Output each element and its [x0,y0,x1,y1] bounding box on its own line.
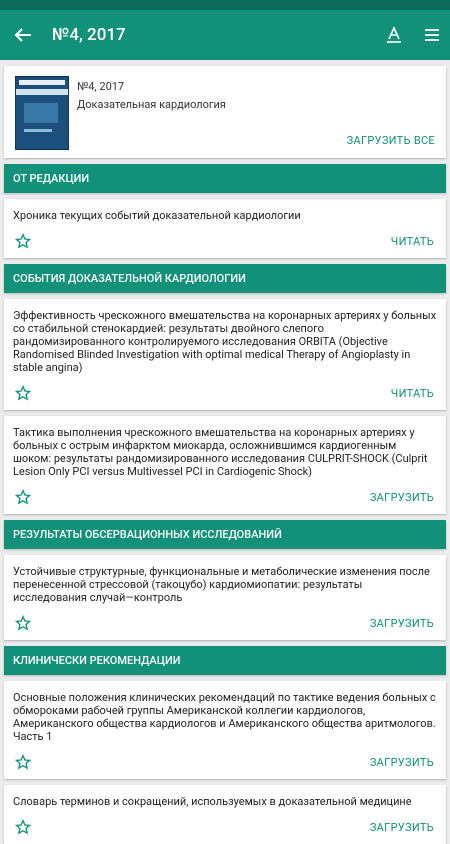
article-card[interactable] [4,416,446,514]
star-icon[interactable] [15,489,31,505]
section-header: КЛИНИЧЕСКИ РЕКОМЕНДАЦИИ [4,646,446,675]
star-icon[interactable] [15,754,31,770]
article-card[interactable] [4,555,446,640]
star-icon[interactable] [15,233,31,249]
article-card[interactable] [4,681,446,779]
page-title: №4, 2017 [52,25,126,45]
section-header: СОБЫТИЯ ДОКАЗАТЕЛЬНОЙ КАРДИОЛОГИИ [4,264,446,293]
article-card[interactable] [4,199,446,258]
article-card[interactable] [4,785,446,844]
article-title[interactable]: Тактика выполнения чрескожного вмешательства на коронарных артериях у больных с острым инфарктом миокарда, осложнившимся кардиогенным шоком: результаты рандомизированного исследования CULPRIT-SHOCK (Culprit Lesion Only PCI versus Multivessel PCI in Cardiogenic Shock) [13,426,428,478]
download-button[interactable]: ЗАГРУЗИТЬ [369,490,434,504]
load-all-button[interactable]: ЗАГРУЗИТЬ ВСЕ [346,134,435,147]
star-icon[interactable] [15,615,31,631]
download-button[interactable]: ЗАГРУЗИТЬ [369,820,434,834]
app-bar [0,10,450,60]
star-icon[interactable] [15,819,31,835]
read-button[interactable]: ЧИТАТЬ [390,386,434,400]
section-header: РЕЗУЛЬТАТЫ ОБСЕРВАЦИОННЫХ ИССЛЕДОВАНИЙ [4,520,446,549]
menu-lines-icon[interactable] [424,28,440,42]
journal-cover-image[interactable] [15,76,69,150]
article-title[interactable]: Устойчивые структурные, функциональные и метаболические изменения после перенесенной стрессовой (такоцубо) кардиомиопатии: результаты исследования случай—контроль [13,565,430,604]
read-button[interactable]: ЧИТАТЬ [390,234,434,248]
article-title[interactable]: Словарь терминов и сокращений, используемых в доказательной медицине [13,795,412,808]
download-button[interactable]: ЗАГРУЗИТЬ [369,755,434,769]
status-bar [0,0,450,10]
back-arrow-icon[interactable] [0,10,46,60]
article-card[interactable] [4,299,446,410]
text-format-icon[interactable] [386,26,402,44]
section-header: ОТ РЕДАКЦИИ [4,164,446,193]
issue-card [4,66,446,158]
journal-name: Доказательная кардиология [77,98,226,111]
download-button[interactable]: ЗАГРУЗИТЬ [369,616,434,630]
article-title[interactable]: Основные положения клинических рекомендаций по тактике ведения больных с обмороками рабочей группы Американской коллегии кардиологов, Американского общества кардиологов и Американского общества аритмологов. Часть 1 [13,691,436,743]
issue-number: №4, 2017 [77,80,125,93]
article-title[interactable]: Эффективность чрескожного вмешательства на коронарных артериях у больных со стабильной стенокардией: результаты двойного слепого рандомизированного контролируемого исследования ORBITA (Objective Randomised Blinded Investigation with optimal medical Therapy of Angioplasty in stable angina) [13,309,437,374]
article-title[interactable]: Хроника текущих событий доказательной кардиологии [13,209,301,222]
star-icon[interactable] [15,385,31,401]
